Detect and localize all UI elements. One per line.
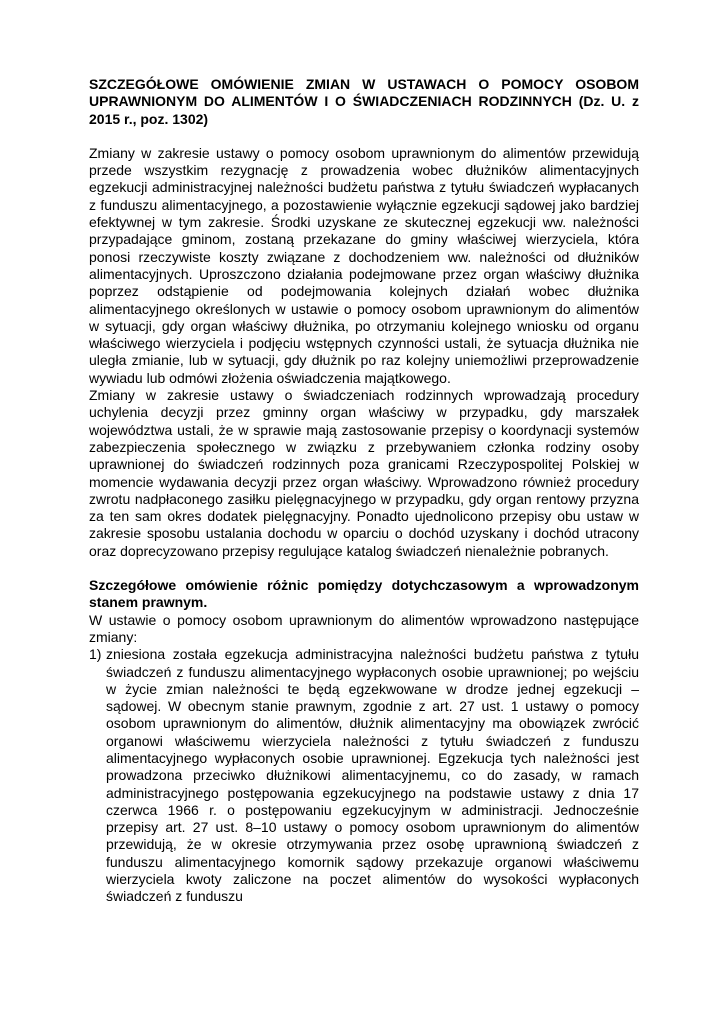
body-paragraph: Zmiany w zakresie ustawy o pomocy osobom uprawnionym do alimentów przewidują przede wszystkim rezygnację z prowadzenia wobec dłużników alimentacyjnych egzekucji administracyjnej należności budżetu państwa z tytułu świadczeń wypłacanych z funduszu alimentacyjnego, a pozostawienie wyłącznie egzekucji sądowej jako bardziej efektywnej w tym zakresie. Środki uzyskane ze skutecznej egzekucji ww. należności przypadające gminom, zostaną przekazane do gminy właściwej wierzyciela, która ponosi rzeczywiste koszty związane z dochodzeniem ww. należności od dłużników alimentacyjnych. Uproszczono działania podejmowane przez organ właściwy dłużnika poprzez odstąpienie od podejmowania kolejnych działań wobec dłużnika alimentacyjnego określonych w ustawie o pomocy osobom uprawnionym do alimentów w sytuacji, gdy organ właściwy dłużnika, po otrzymaniu kolejnego wniosku od organu właściwego wierzyciela i podjęciu wstępnych czynności ustali, że sytuacja dłużnika nie uległa zmianie, lub w sytuacji, gdy dłużnik po raz kolejny uniemożliwi przeprowadzenie wywiadu lub odmówi złożenia oświadczenia majątkowego. — [89, 144, 639, 386]
paragraph-spacer — [89, 560, 639, 577]
body-paragraph: Zmiany w zakresie ustawy o świadczeniach rodzinnych wprowadzają procedury uchylenia decyzji przez gminny organ właściwy w przypadku, gdy marszałek województwa ustali, że w sprawie mają zastosowanie przepisy o koordynacji systemów zabezpieczenia społecznego w związku z przebywaniem członka rodziny osoby uprawnionej do świadczeń rodzinnych poza granicami Rzeczypospolitej Polskiej w momencie wydawania decyzji przez organ właściwy. Wprowadzono również procedury zwrotu nadpłaconego zasiłku pielęgnacyjnego w przypadku, gdy organ rentowy przyzna za ten sam okres dodatek pielęgnacyjny. Ponadto ujednolicono przepisy obu ustaw w zakresie sposobu ustalania dochodu w oparciu o dochód uzyskany i dochód utracony oraz doprecyzowano przepisy regulujące katalog świadczeń nienależnie pobranych. — [89, 387, 639, 559]
section-heading: Szczegółowe omówienie różnic pomiędzy dotychczasowym a wprowadzonym stanem prawnym. — [89, 577, 639, 611]
document-page — [89, 76, 639, 906]
document-title: SZCZEGÓŁOWE OMÓWIENIE ZMIAN W USTAWACH O POMOCY OSOBOM UPRAWNIONYM DO ALIMENTÓW I O ŚWIADCZENIACH RODZINNYCH (Dz. U. z 2015 r., poz. 1302) — [89, 76, 639, 127]
section-intro: W ustawie o pomocy osobom uprawnionym do alimentów wprowadzono następujące zmiany: — [89, 611, 639, 645]
changes-list — [89, 646, 639, 905]
list-item-text: zniesiona została egzekucja administracyjna należności budżetu państwa z tytułu świadczeń z funduszu alimentacyjnego wypłaconych osobie uprawnionej; po wejściu w życie zmian należności te będą egzekwowane w drodze jednej egzekucji – sądowej. W obecnym stanie prawnym, zgodnie z art. 27 ust. 1 ustawy o pomocy osobom uprawnionym do alimentów, dłużnik alimentacyjny ma obowiązek zwrócić organowi właściwemu wierzyciela należności z tytułu świadczeń z funduszu alimentacyjnego wypłaconych osobie uprawnionej. Egzekucja tych należności jest prowadzona przeciwko dłużnikowi alimentacyjnemu, co do zasady, w ramach administracyjnego postępowania egzekucyjnego na podstawie ustawy z dnia 17 czerwca 1966 r. o postępowaniu egzekucyjnym w administracji. Jednocześnie przepisy art. 27 ust. 8–10 ustawy o pomocy osobom uprawnionym do alimentów przewidują, że w okresie otrzymywania przez osobę uprawnioną świadczeń z funduszu alimentacyjnego komornik sądowy przekazuje organowi właściwemu wierzyciela kwoty zaliczone na poczet alimentów do wysokości wypłaconych świadczeń z funduszu — [106, 646, 639, 905]
list-item — [89, 646, 639, 905]
list-item-number: 1) — [89, 646, 102, 663]
